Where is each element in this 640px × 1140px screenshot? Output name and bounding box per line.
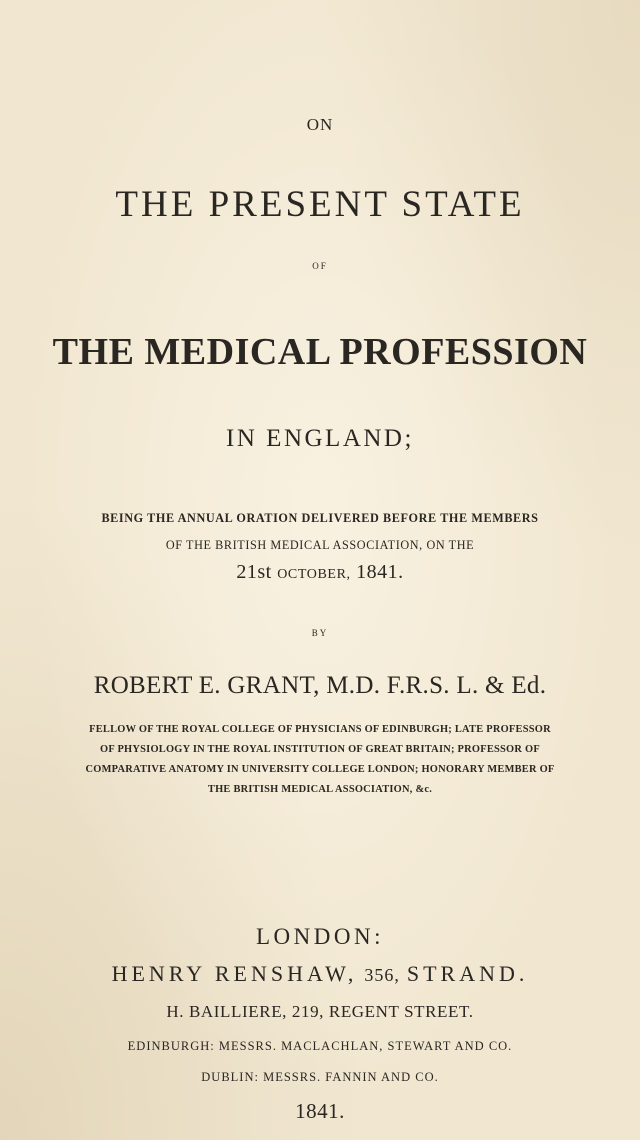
heading-on: ON xyxy=(306,115,334,134)
date-year: 1841. xyxy=(356,561,404,583)
author-name: ROBERT E. GRANT, M.D. F.R.S. L. & Ed. xyxy=(93,672,547,699)
subtitle-line-2: OF THE BRITISH MEDICAL ASSOCIATION, ON THE xyxy=(165,538,475,552)
heading-by: BY xyxy=(311,628,329,638)
imprint-year: 1841. xyxy=(295,1099,345,1123)
imprint-dublin: DUBLIN: MESSRS. FANNIN AND CO. xyxy=(201,1070,439,1084)
imprint-city: LONDON: xyxy=(256,924,384,949)
credentials-line: COMPARATIVE ANATOMY IN UNIVERSITY COLLEGE LONDON; HONORARY MEMBER OF xyxy=(85,764,555,775)
credentials-line: THE BRITISH MEDICAL ASSOCIATION, &c. xyxy=(207,784,433,795)
title-line-medical-profession: THE MEDICAL PROFESSION xyxy=(52,331,588,373)
imprint-publisher xyxy=(0,963,640,985)
credentials-line: OF PHYSIOLOGY IN THE ROYAL INSTITUTION OF GREAT BRITAIN; PROFESSOR OF xyxy=(100,744,540,755)
imprint-copublisher: H. BAILLIERE, 219, REGENT STREET. xyxy=(166,1002,474,1021)
author-credentials xyxy=(0,720,640,800)
oration-date xyxy=(0,562,640,582)
date-day: 21st xyxy=(236,561,272,583)
date-month: OCTOBER, xyxy=(277,567,351,582)
title-line-in-england: IN ENGLAND; xyxy=(226,425,414,452)
publisher-street: STRAND. xyxy=(406,961,529,986)
credentials-line: FELLOW OF THE ROYAL COLLEGE OF PHYSICIANS OF EDINBURGH; LATE PROFESSOR xyxy=(89,724,551,735)
imprint-edinburgh: EDINBURGH: MESSRS. MACLACHLAN, STEWART AND CO. xyxy=(127,1039,513,1053)
subtitle-line-1: BEING THE ANNUAL ORATION DELIVERED BEFORE THE MEMBERS xyxy=(101,511,539,525)
title-line-present-state: THE PRESENT STATE xyxy=(115,184,525,225)
heading-of: OF xyxy=(312,261,328,271)
publisher-number: 356, xyxy=(364,965,400,985)
publisher-name: HENRY RENSHAW, xyxy=(111,961,358,986)
